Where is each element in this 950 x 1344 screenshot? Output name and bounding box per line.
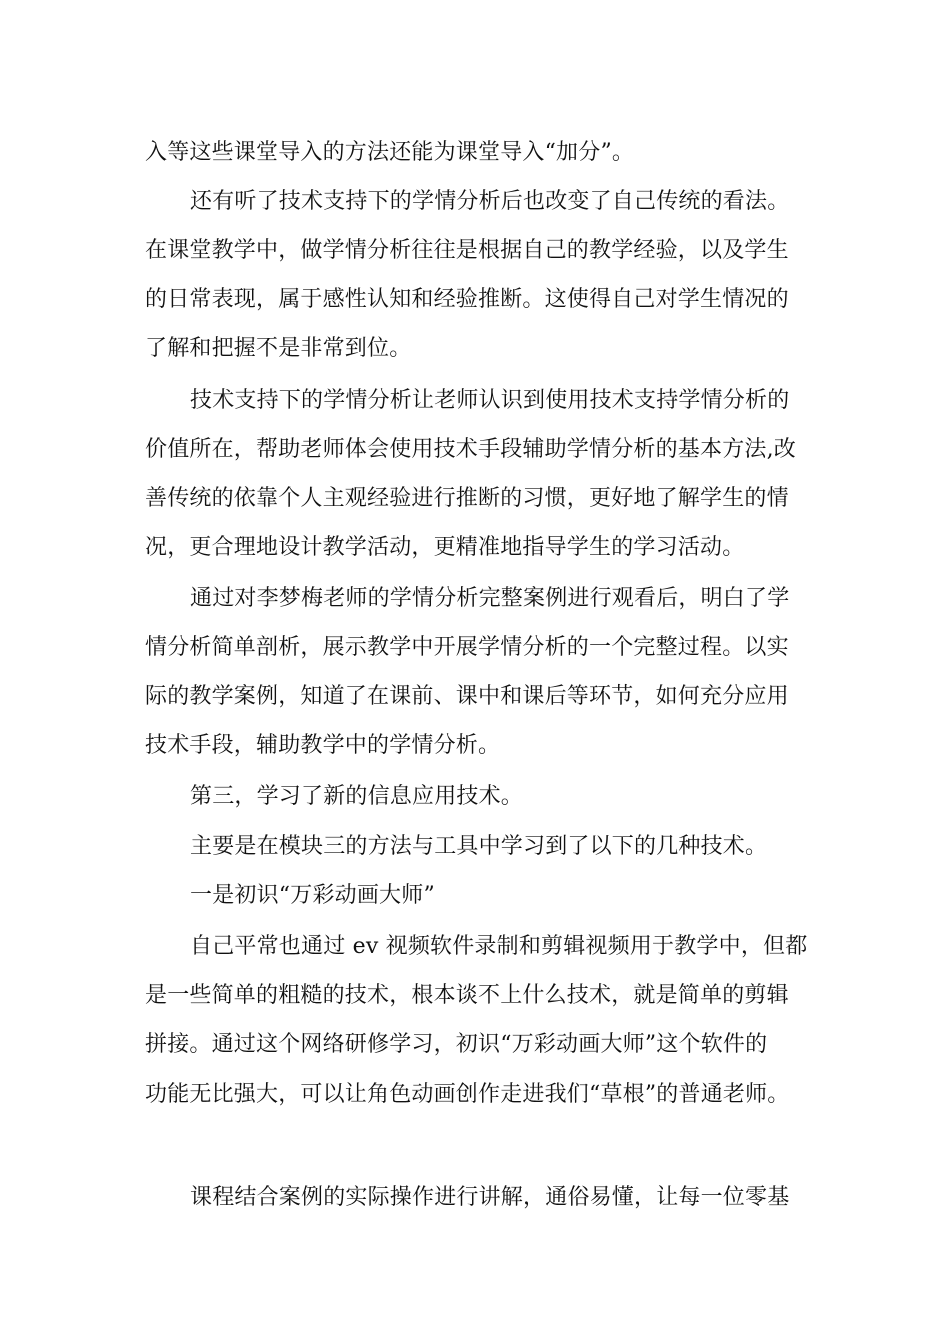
body-text-line: 的日常表现，属于感性认知和经验推断。这使得自己对学生情况的 <box>145 287 789 312</box>
body-text-line: 在课堂教学中，做学情分析往往是根据自己的教学经验，以及学生 <box>145 238 789 263</box>
paragraph-first-line: 主要是在模块三的方法与工具中学习到了以下的几种技术。 <box>190 834 768 859</box>
body-text-line: 价值所在，帮助老师体会使用技术手段辅助学情分析的基本方法,改 <box>145 437 796 462</box>
paragraph-first-line: 自己平常也通过 ev 视频软件录制和剪辑视频用于教学中，但都 <box>190 934 808 959</box>
body-text-line: 拼接。通过这个网络研修学习，初识“万彩动画大师”这个软件的 <box>145 1032 768 1057</box>
body-text-line: 际的教学案例，知道了在课前、课中和课后等环节，如何充分应用 <box>145 684 789 709</box>
paragraph-first-line: 技术支持下的学情分析让老师认识到使用技术支持学情分析的 <box>190 388 790 413</box>
paragraph-first-line: 第三，学习了新的信息应用技术。 <box>190 784 524 809</box>
body-text-line: 情分析简单剖析，展示教学中开展学情分析的一个完整过程。以实 <box>145 635 789 660</box>
body-text-line: 入等这些课堂导入的方法还能为课堂导入“加分”。 <box>145 140 635 165</box>
section-heading: 一是初识“万彩动画大师” <box>190 883 435 908</box>
body-text-line: 功能无比强大，可以让角色动画创作走进我们“草根”的普通老师。 <box>145 1082 790 1107</box>
paragraph-first-line: 还有听了技术支持下的学情分析后也改变了自己传统的看法。 <box>190 189 790 214</box>
body-text-line: 况，更合理地设计教学活动，更精准地指导学生的学习活动。 <box>145 535 745 560</box>
body-text-line: 善传统的依靠个人主观经验进行推断的习惯，更好地了解学生的情 <box>145 486 789 511</box>
body-text-line: 技术手段，辅助教学中的学情分析。 <box>145 733 501 758</box>
paragraph-first-line: 课程结合案例的实际操作进行讲解，通俗易懂，让每一位零基 <box>190 1185 790 1210</box>
body-text-line: 是一些简单的粗糙的技术，根本谈不上什么技术，就是简单的剪辑 <box>145 983 789 1008</box>
body-text-line: 了解和把握不是非常到位。 <box>145 336 412 361</box>
paragraph-first-line: 通过对李梦梅老师的学情分析完整案例进行观看后，明白了学 <box>190 586 790 611</box>
